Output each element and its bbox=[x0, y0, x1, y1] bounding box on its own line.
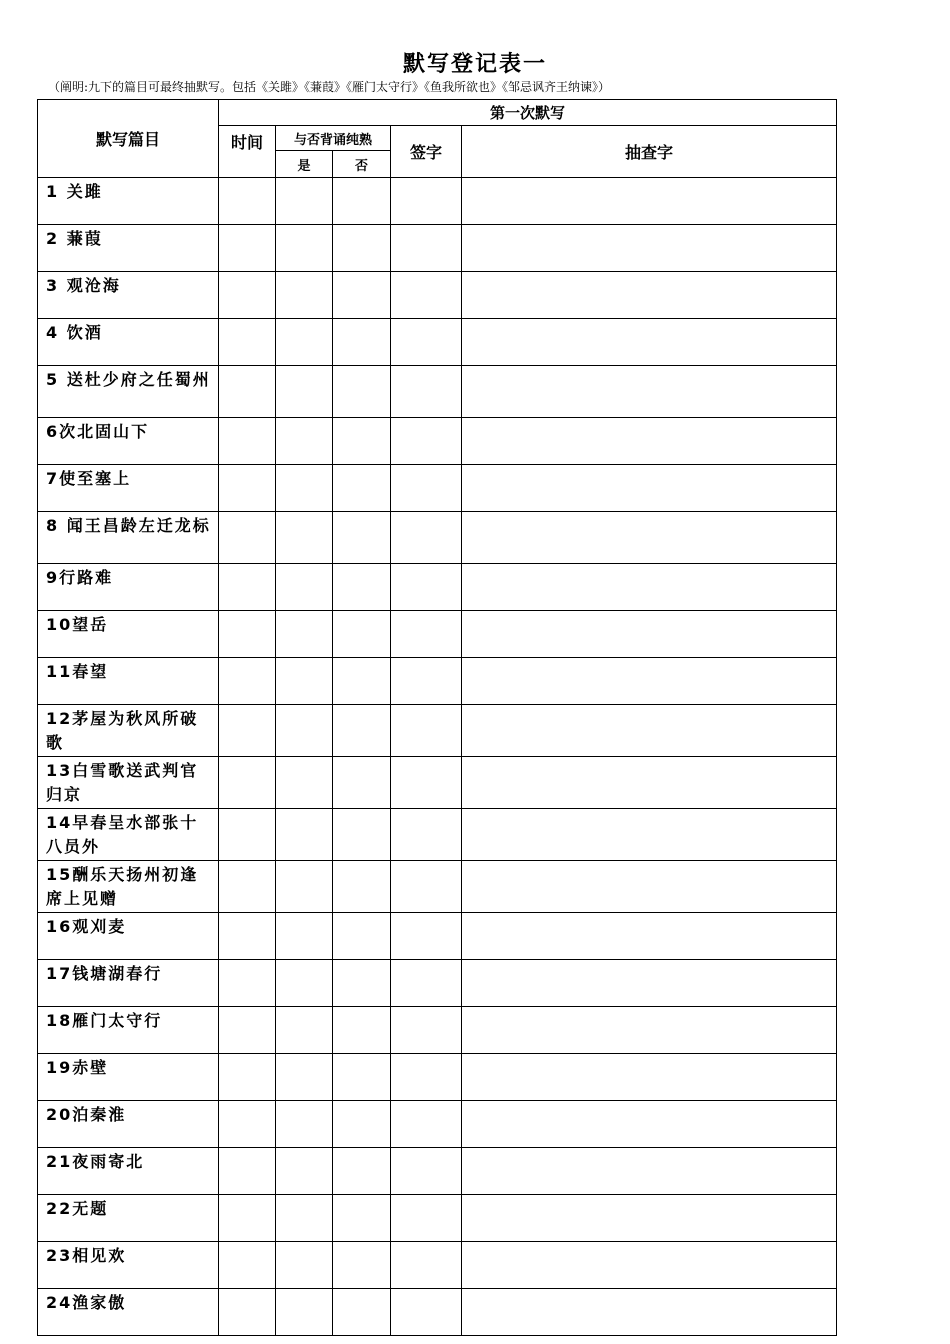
poem-name-cell: 20泊秦淮 bbox=[38, 1101, 219, 1148]
time-cell[interactable] bbox=[219, 1195, 276, 1242]
header-first-dictation: 第一次默写 bbox=[219, 100, 837, 126]
table-row bbox=[38, 272, 837, 319]
signature-cell[interactable] bbox=[391, 1195, 462, 1242]
no-cell[interactable] bbox=[333, 861, 391, 913]
poem-name-cell: 19赤壁 bbox=[38, 1054, 219, 1101]
signature-cell[interactable] bbox=[391, 809, 462, 861]
signature-cell[interactable] bbox=[391, 861, 462, 913]
signature-cell[interactable] bbox=[391, 1242, 462, 1289]
poem-name-cell: 4 饮酒 bbox=[38, 319, 219, 366]
no-cell[interactable] bbox=[333, 1242, 391, 1289]
yes-cell[interactable] bbox=[276, 1054, 333, 1101]
poem-name-cell: 14早春呈水部张十八员外 bbox=[38, 809, 219, 861]
yes-cell[interactable] bbox=[276, 1242, 333, 1289]
signature-cell[interactable] bbox=[391, 178, 462, 225]
page-title: 默写登记表一 bbox=[402, 52, 547, 77]
table-row bbox=[38, 465, 837, 512]
table-row bbox=[38, 1242, 837, 1289]
yes-cell[interactable] bbox=[276, 225, 333, 272]
no-cell[interactable] bbox=[333, 1101, 391, 1148]
yes-cell[interactable] bbox=[276, 1289, 333, 1336]
no-cell[interactable] bbox=[333, 465, 391, 512]
spot-check-cell[interactable] bbox=[462, 366, 837, 418]
table-row bbox=[38, 960, 837, 1007]
time-cell[interactable] bbox=[219, 960, 276, 1007]
time-cell[interactable] bbox=[219, 512, 276, 564]
poem-name-cell: 10望岳 bbox=[38, 611, 219, 658]
registration-table bbox=[37, 99, 837, 1336]
no-cell[interactable] bbox=[333, 757, 391, 809]
signature-cell[interactable] bbox=[391, 564, 462, 611]
spot-check-cell[interactable] bbox=[462, 418, 837, 465]
no-cell[interactable] bbox=[333, 611, 391, 658]
spot-check-cell[interactable] bbox=[462, 319, 837, 366]
poem-name-cell: 7使至塞上 bbox=[38, 465, 219, 512]
poem-name-cell: 16观刈麦 bbox=[38, 913, 219, 960]
signature-cell[interactable] bbox=[391, 418, 462, 465]
no-cell[interactable] bbox=[333, 225, 391, 272]
signature-cell[interactable] bbox=[391, 705, 462, 757]
yes-cell[interactable] bbox=[276, 757, 333, 809]
yes-cell[interactable] bbox=[276, 1195, 333, 1242]
yes-cell[interactable] bbox=[276, 178, 333, 225]
table-row bbox=[38, 1148, 837, 1195]
header-spot-check: 抽查字 bbox=[462, 126, 837, 178]
no-cell[interactable] bbox=[333, 1054, 391, 1101]
spot-check-cell[interactable] bbox=[462, 1289, 837, 1336]
poem-name-cell: 22无题 bbox=[38, 1195, 219, 1242]
yes-cell[interactable] bbox=[276, 913, 333, 960]
time-cell[interactable] bbox=[219, 913, 276, 960]
table-row bbox=[38, 564, 837, 611]
poem-name-cell: 21夜雨寄北 bbox=[38, 1148, 219, 1195]
yes-cell[interactable] bbox=[276, 1101, 333, 1148]
signature-cell[interactable] bbox=[391, 272, 462, 319]
signature-cell[interactable] bbox=[391, 913, 462, 960]
yes-cell[interactable] bbox=[276, 1007, 333, 1054]
table-row bbox=[38, 611, 837, 658]
no-cell[interactable] bbox=[333, 366, 391, 418]
time-cell[interactable] bbox=[219, 861, 276, 913]
yes-cell[interactable] bbox=[276, 272, 333, 319]
no-cell[interactable] bbox=[333, 418, 391, 465]
signature-cell[interactable] bbox=[391, 512, 462, 564]
signature-cell[interactable] bbox=[391, 658, 462, 705]
table-row bbox=[38, 1054, 837, 1101]
poem-name-cell: 15酬乐天扬州初逢席上见赠 bbox=[38, 861, 219, 913]
signature-cell[interactable] bbox=[391, 225, 462, 272]
time-cell[interactable] bbox=[219, 809, 276, 861]
yes-cell[interactable] bbox=[276, 861, 333, 913]
signature-cell[interactable] bbox=[391, 1289, 462, 1336]
spot-check-cell[interactable] bbox=[462, 658, 837, 705]
table-row bbox=[38, 809, 837, 861]
spot-check-cell[interactable] bbox=[462, 611, 837, 658]
spot-check-cell[interactable] bbox=[462, 225, 837, 272]
yes-cell[interactable] bbox=[276, 658, 333, 705]
poem-name-cell: 8 闻王昌龄左迁龙标 bbox=[38, 512, 219, 564]
table-row bbox=[38, 178, 837, 225]
table-row bbox=[38, 913, 837, 960]
poem-name-cell: 2 蒹葭 bbox=[38, 225, 219, 272]
spot-check-cell[interactable] bbox=[462, 465, 837, 512]
no-cell[interactable] bbox=[333, 1148, 391, 1195]
no-cell[interactable] bbox=[333, 705, 391, 757]
time-cell[interactable] bbox=[219, 225, 276, 272]
spot-check-cell[interactable] bbox=[462, 809, 837, 861]
time-cell[interactable] bbox=[219, 272, 276, 319]
time-cell[interactable] bbox=[219, 1101, 276, 1148]
no-cell[interactable] bbox=[333, 178, 391, 225]
time-cell[interactable] bbox=[219, 705, 276, 757]
time-cell[interactable] bbox=[219, 1148, 276, 1195]
poem-name-cell: 3 观沧海 bbox=[38, 272, 219, 319]
yes-cell[interactable] bbox=[276, 366, 333, 418]
signature-cell[interactable] bbox=[391, 1054, 462, 1101]
table-row bbox=[38, 366, 837, 418]
signature-cell[interactable] bbox=[391, 1101, 462, 1148]
header-yes: 是 bbox=[276, 151, 333, 178]
signature-cell[interactable] bbox=[391, 960, 462, 1007]
time-cell[interactable] bbox=[219, 1054, 276, 1101]
spot-check-cell[interactable] bbox=[462, 512, 837, 564]
no-cell[interactable] bbox=[333, 913, 391, 960]
poem-name-cell: 17钱塘湖春行 bbox=[38, 960, 219, 1007]
spot-check-cell[interactable] bbox=[462, 861, 837, 913]
no-cell[interactable] bbox=[333, 1289, 391, 1336]
table-row bbox=[38, 225, 837, 272]
spot-check-cell[interactable] bbox=[462, 757, 837, 809]
yes-cell[interactable] bbox=[276, 564, 333, 611]
time-cell[interactable] bbox=[219, 418, 276, 465]
yes-cell[interactable] bbox=[276, 512, 333, 564]
signature-cell[interactable] bbox=[391, 757, 462, 809]
poem-name-cell: 13白雪歌送武判官归京 bbox=[38, 757, 219, 809]
time-cell[interactable] bbox=[219, 465, 276, 512]
no-cell[interactable] bbox=[333, 1195, 391, 1242]
table-row bbox=[38, 319, 837, 366]
no-cell[interactable] bbox=[333, 319, 391, 366]
poem-name-cell: 11春望 bbox=[38, 658, 219, 705]
signature-cell[interactable] bbox=[391, 1007, 462, 1054]
table-row bbox=[38, 861, 837, 913]
yes-cell[interactable] bbox=[276, 705, 333, 757]
no-cell[interactable] bbox=[333, 272, 391, 319]
table-row bbox=[38, 1007, 837, 1054]
yes-cell[interactable] bbox=[276, 418, 333, 465]
time-cell[interactable] bbox=[219, 1242, 276, 1289]
table-row bbox=[38, 705, 837, 757]
spot-check-cell[interactable] bbox=[462, 1195, 837, 1242]
no-cell[interactable] bbox=[333, 658, 391, 705]
poem-name-cell: 6次北固山下 bbox=[38, 418, 219, 465]
spot-check-cell[interactable] bbox=[462, 272, 837, 319]
poem-name-cell: 5 送杜少府之任蜀州 bbox=[38, 366, 219, 418]
poem-name-cell: 24渔家傲 bbox=[38, 1289, 219, 1336]
poem-name-cell: 18雁门太守行 bbox=[38, 1007, 219, 1054]
no-cell[interactable] bbox=[333, 960, 391, 1007]
yes-cell[interactable] bbox=[276, 319, 333, 366]
time-cell[interactable] bbox=[219, 366, 276, 418]
yes-cell[interactable] bbox=[276, 1148, 333, 1195]
poem-name-cell: 23相见欢 bbox=[38, 1242, 219, 1289]
time-cell[interactable] bbox=[219, 757, 276, 809]
spot-check-cell[interactable] bbox=[462, 1054, 837, 1101]
signature-cell[interactable] bbox=[391, 465, 462, 512]
signature-cell[interactable] bbox=[391, 319, 462, 366]
time-cell[interactable] bbox=[219, 1007, 276, 1054]
signature-cell[interactable] bbox=[391, 1148, 462, 1195]
signature-cell[interactable] bbox=[391, 366, 462, 418]
header-signature: 签字 bbox=[391, 126, 462, 178]
spot-check-cell[interactable] bbox=[462, 705, 837, 757]
header-poem-title: 默写篇目 bbox=[38, 100, 219, 178]
spot-check-cell[interactable] bbox=[462, 960, 837, 1007]
header-no: 否 bbox=[333, 151, 391, 178]
spot-check-cell[interactable] bbox=[462, 1101, 837, 1148]
time-cell[interactable] bbox=[219, 564, 276, 611]
no-cell[interactable] bbox=[333, 1007, 391, 1054]
poem-name-cell: 1 关雎 bbox=[38, 178, 219, 225]
table-row bbox=[38, 1195, 837, 1242]
table-row bbox=[38, 418, 837, 465]
spot-check-cell[interactable] bbox=[462, 1242, 837, 1289]
yes-cell[interactable] bbox=[276, 611, 333, 658]
time-cell[interactable] bbox=[219, 319, 276, 366]
signature-cell[interactable] bbox=[391, 611, 462, 658]
table-row bbox=[38, 1101, 837, 1148]
no-cell[interactable] bbox=[333, 512, 391, 564]
instruction-note: （阐明:九下的篇目可最终抽默写。包括《关雎》《蒹葭》《雁门太守行》《鱼我所欲也》《邹忌讽齐王纳谏》） bbox=[48, 80, 611, 94]
spot-check-cell[interactable] bbox=[462, 1148, 837, 1195]
yes-cell[interactable] bbox=[276, 809, 333, 861]
time-cell[interactable] bbox=[219, 178, 276, 225]
table-row bbox=[38, 658, 837, 705]
table-row bbox=[38, 512, 837, 564]
no-cell[interactable] bbox=[333, 809, 391, 861]
table-row bbox=[38, 757, 837, 809]
header-recited: 与否背诵纯熟 bbox=[276, 126, 391, 151]
yes-cell[interactable] bbox=[276, 960, 333, 1007]
spot-check-cell[interactable] bbox=[462, 178, 837, 225]
yes-cell[interactable] bbox=[276, 465, 333, 512]
spot-check-cell[interactable] bbox=[462, 564, 837, 611]
time-cell[interactable] bbox=[219, 658, 276, 705]
no-cell[interactable] bbox=[333, 564, 391, 611]
spot-check-cell[interactable] bbox=[462, 1007, 837, 1054]
table-row bbox=[38, 1289, 837, 1336]
time-cell[interactable] bbox=[219, 1289, 276, 1336]
spot-check-cell[interactable] bbox=[462, 913, 837, 960]
time-cell[interactable] bbox=[219, 611, 276, 658]
poem-name-cell: 9行路难 bbox=[38, 564, 219, 611]
poem-name-cell: 12茅屋为秋风所破歌 bbox=[38, 705, 219, 757]
header-time: 时间 bbox=[219, 126, 276, 178]
